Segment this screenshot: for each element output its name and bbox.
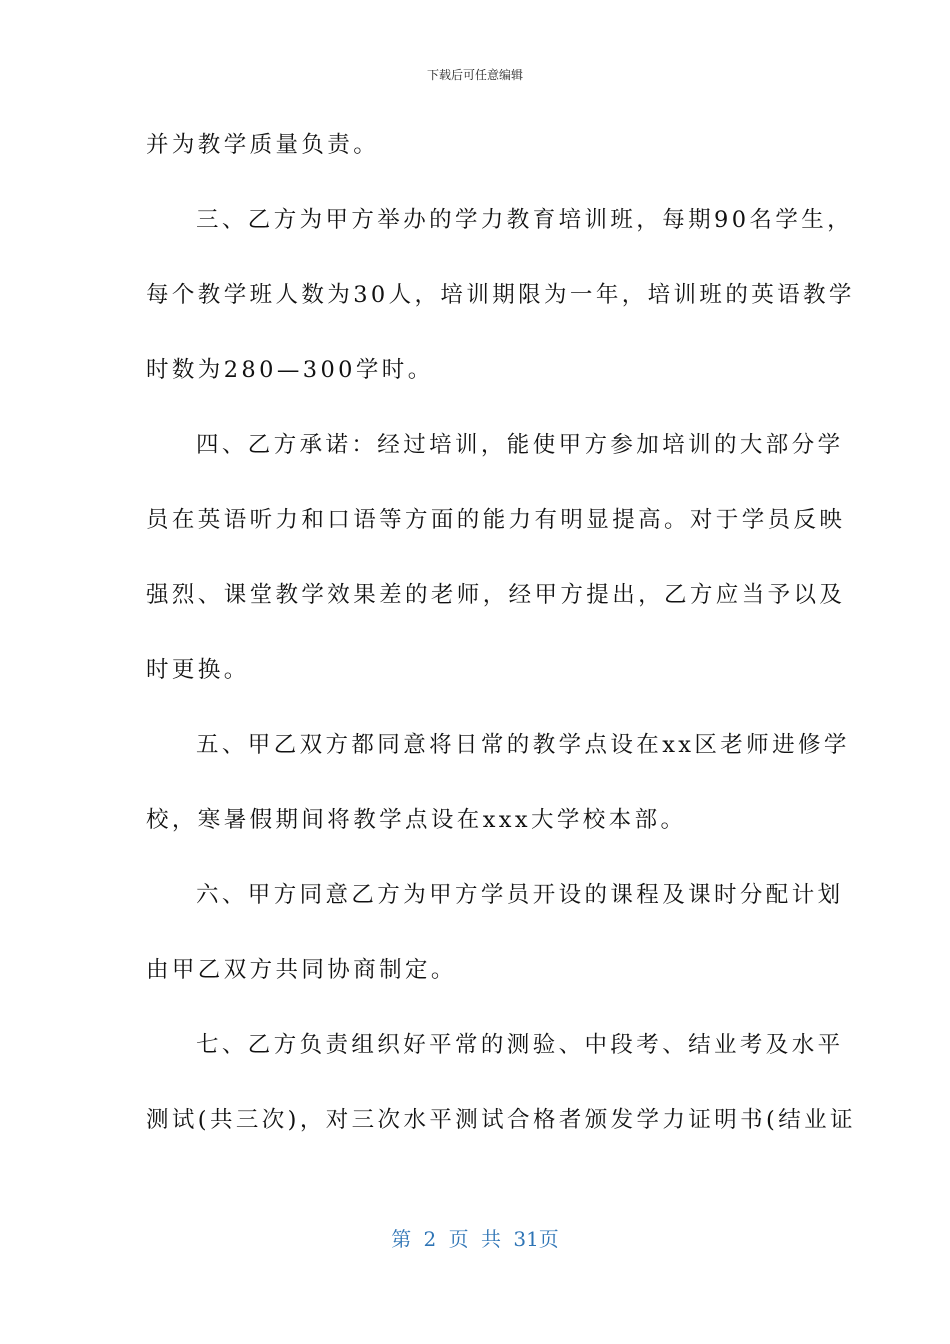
text-line: 四、乙方承诺：经过培训，能使甲方参加培训的大部分学 — [196, 432, 844, 458]
text-line: 五、甲乙双方都同意将日常的教学点设在xx区老师进修学 — [196, 732, 850, 758]
text-line: 每个教学班人数为30人，培训期限为一年，培训班的英语教学 — [146, 282, 855, 308]
text-line: 时数为280—300学时。 — [146, 357, 434, 383]
document-body — [146, 126, 856, 1139]
text-line: 六、甲方同意乙方为甲方学员开设的课程及课时分配计划 — [196, 882, 844, 908]
text-line: 测试(共三次)，对三次水平测试合格者颁发学力证明书(结业证 — [146, 1107, 856, 1133]
text-line: 三、乙方为甲方举办的学力教育培训班，每期90名学生， — [196, 207, 854, 233]
text-line: 七、乙方负责组织好平常的测验、中段考、结业考及水平 — [196, 1032, 844, 1058]
text-line: 并为教学质量负责。 — [146, 132, 380, 158]
text-line: 校，寒暑假期间将教学点设在xxx大学校本部。 — [146, 807, 687, 833]
text-line: 由甲乙双方共同协商制定。 — [146, 957, 457, 983]
text-line: 时更换。 — [146, 657, 250, 683]
text-line: 员在英语听力和口语等方面的能力有明显提高。对于学员反映 — [146, 507, 846, 533]
header-note: 下载后可任意编辑 — [426, 68, 523, 82]
text-line: 强烈、课堂教学效果差的老师，经甲方提出，乙方应当予以及 — [146, 582, 846, 608]
page-number: 第 2 页 共 31页 — [391, 1227, 559, 1251]
